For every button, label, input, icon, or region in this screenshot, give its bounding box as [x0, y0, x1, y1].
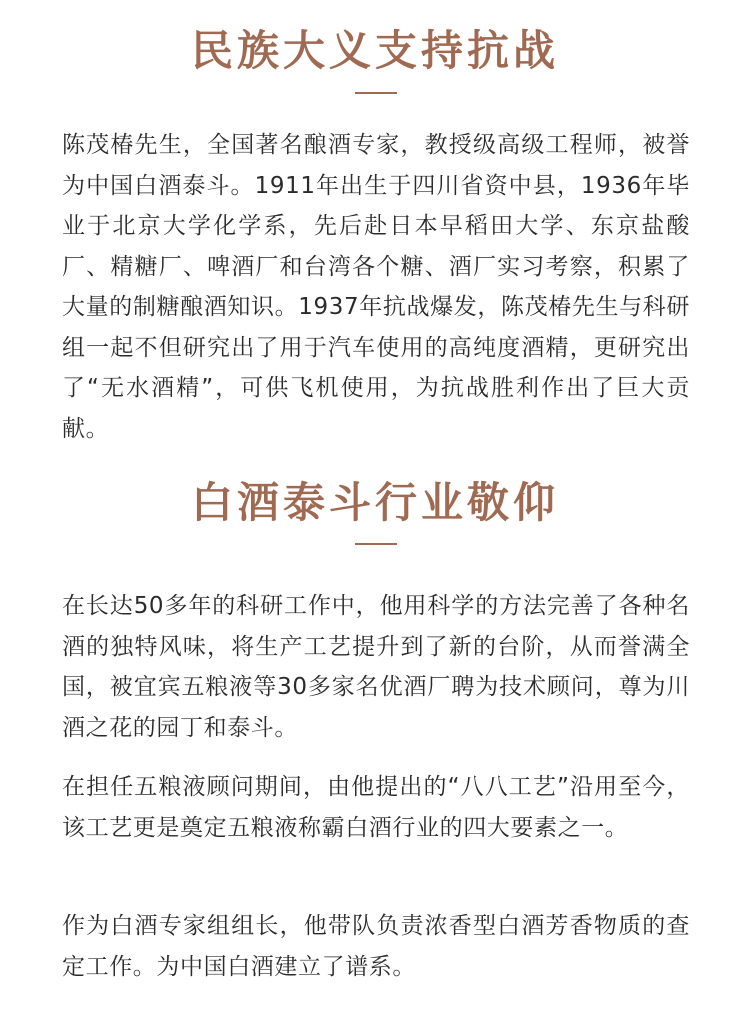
paragraph-expert-group: 作为白酒专家组组长，他带队负责浓香型白酒芳香物质的查定工作。为中国白酒建立了谱系。 [62, 913, 690, 980]
paragraph-biography: 陈茂椿先生，全国著名酿酒专家，教授级高级工程师，被誉为中国白酒泰斗。1911年出生于四川省资中县，1936年毕业于北京大学化学系，先后赴日本早稻田大学、东京盐酸厂、精糖厂、啤酒厂和台湾各个糖、酒厂实习考察，积累了大量的制糖酿酒知识。1937年抗战爆发，陈茂椿先生与科研组一起不但研究出了用于汽车使用的高纯度酒精，更研究出了“无水酒精”，可供飞机使用，为抗战胜利作出了巨大贡献。 [62, 132, 690, 442]
section-divider [355, 92, 397, 94]
section-title-industry-respect: 白酒泰斗行业敬仰 [190, 478, 559, 527]
section-divider [355, 543, 397, 545]
paragraph-wuliangye-consultant: 在担任五粮液顾问期间，由他提出的“八八工艺”沿用至今，该工艺更是奠定五粮液称霸白酒行业的四大要素之一。 [62, 774, 690, 841]
section-title-national-righteousness: 民族大义支持抗战 [190, 26, 559, 75]
paragraph-research-career: 在长达50多年的科研工作中，他用科学的方法完善了各种名酒的独特风味，将生产工艺提升到了新的台阶，从而誉满全国，被宜宾五粮液等30多家名优酒厂聘为技术顾问，尊为川酒之花的园丁和泰斗。 [62, 593, 690, 741]
